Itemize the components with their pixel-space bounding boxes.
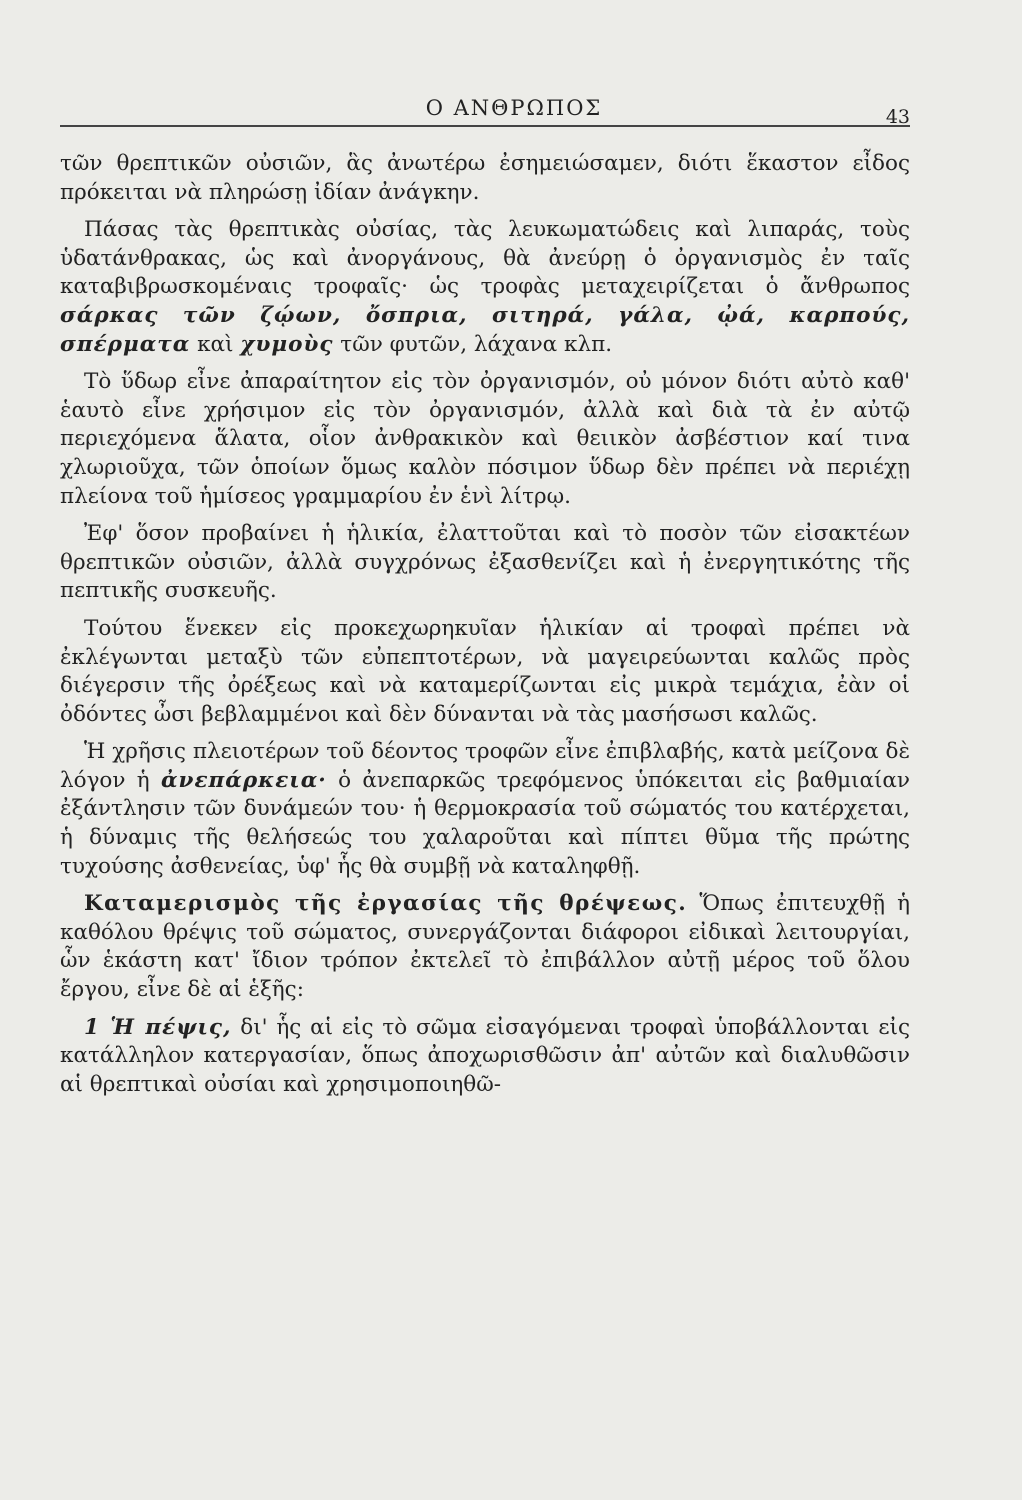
emphasis-insufficiency: ἀνεπάρκεια· [161, 767, 327, 793]
paragraph-elderly-food: Τούτου ἕνεκεν εἰς προκεχωρηκυῖαν ἡλικίαν αἱ τροφαὶ πρέπει νὰ ἐκλέγωνται μεταξὺ τῶν εὐπεπτοτέρων, νὰ μαγειρεύωνται καλῶς πρὸς διέγερσιν τῆς ὀρέξεως καὶ νὰ καταμερίζωνται εἰς μικρὰ τεμάχια, ἐὰν οἱ ὀδόντες ὦσι βεβλαμμένοι καὶ δὲν δύνανται νὰ τὰς μασήσωσι καλῶς. [60, 615, 910, 727]
section-heading: Καταμερισμὸς τῆς ἐργασίας τῆς θρέψεως. [84, 891, 688, 917]
text-run: Πάσας τὰς θρεπτικὰς οὐσίας, τὰς λευκωματώδεις καὶ λιπαράς, τοὺς ὑδατάνθρακας, ὡς καὶ ἀνοργάνους, θὰ ἀνεύρῃ ὁ ὀργανισμὸς ἐν ταῖς καταβιβρωσκομέναις τροφαῖς· ὡς τροφὰς μεταχειρίζεται ὁ ἄνθρωπος [60, 217, 910, 300]
emphasis-digestion: 1 Ἡ πέψις, [84, 1014, 232, 1040]
text-run: Ὅπως ἐπιτευχθῇ ἡ καθόλου θρέψις τοῦ σώματος, συνεργάζονται διάφοροι εἰδικαὶ λειτουργίαι, ὧν ἑκάστη κατ' ἴδιον τρόπον ἐκτελεῖ τὸ ἐπιβάλλον αὐτῇ μέρος τοῦ ὅλου ἔργου, εἶνε δὲ αἱ ἑξῆς: [60, 891, 910, 1003]
paragraph-continuation: τῶν θρεπτικῶν οὐσιῶν, ἃς ἀνωτέρω ἐσημειώσαμεν, διότι ἕκαστον εἶδος πρόκειται νὰ πληρώσῃ ἰδίαν ἀνάγκην. [60, 151, 910, 205]
text-run: τῶν φυτῶν, λάχανα κλπ. [333, 331, 613, 357]
text-run: ὁ ἀνεπαρκῶς τρεφόμενος ὑπόκειται εἰς βαθμιαίαν ἐξάντλησιν τῶν δυνάμεών του· ἡ θερμοκρασία τοῦ σώματός του κατέρχεται, ἡ δύναμις τῆς θελήσεώς του χαλαροῦται καὶ πίπτει θῦμα τῆς πρώτης τυχούσης ἀσθενείας, ὑφ' ἧς θὰ συμβῇ νὰ καταληφθῇ. [60, 767, 911, 879]
paragraph-digestion [60, 1014, 910, 1100]
paragraph-water: Τὸ ὕδωρ εἶνε ἀπαραίτητον εἰς τὸν ὀργανισμόν, οὐ μόνον διότι αὐτὸ καθ' ἑαυτὸ εἶνε χρήσιμον εἰς τὸν ὀργανισμόν, ἀλλὰ καὶ διὰ τὰ ἐν αὐτῷ περιεχόμενα ἅλατα, οἷον ἀνθρακικὸν καὶ θειικὸν ἀσβέστιον καί τινα χλωριοῦχα, τῶν ὁποίων ὅμως καλὸν πόσιμον ὕδωρ δὲν πρέπει νὰ περιέχῃ πλείονα τοῦ ἡμίσεος γραμμαρίου ἐν ἑνὶ λίτρῳ. [60, 369, 910, 509]
emphasis-foods: σάρκας τῶν ζῴων, ὄσπρια, σιτηρά, γάλα, ᾠά, καρπούς, σπέρματα [60, 302, 910, 357]
paragraph-nutrients [60, 216, 910, 359]
header-rule [60, 125, 910, 127]
text-run: δι' ἧς αἱ εἰς τὸ σῶμα εἰσαγόμεναι τροφαὶ ὑποβάλλονται εἰς κατάλληλον κατεργασίαν, ὅπως ἀποχωρισθῶσιν ἀπ' αὐτῶν καὶ διαλυθῶσιν αἱ θρεπτικαὶ οὐσίαι καὶ χρησιμοποιηθῶ- [60, 1014, 910, 1097]
paragraph-insufficiency [60, 738, 910, 881]
text-run: καὶ [190, 331, 241, 357]
text-run: Ἡ χρῆσις πλειοτέρων τοῦ δέοντος τροφῶν εἶνε ἐπιβλαβής, κατὰ μείζονα δὲ λόγον ἡ [60, 739, 910, 793]
page-body [60, 150, 910, 1099]
page-number: 43 [885, 106, 910, 128]
paragraph-division-of-labor [60, 890, 910, 1004]
running-title: Ο ΑΝΘΡΩΠΟΣ [360, 96, 668, 120]
emphasis-juices: χυμοὺς [240, 331, 334, 357]
paragraph-age: Ἐφ' ὅσον προβαίνει ἡ ἡλικία, ἐλαττοῦται καὶ τὸ ποσὸν τῶν εἰσακτέων θρεπτικῶν οὐσιῶν, ἀλλὰ συγχρόνως ἐξασθενίζει καὶ ἡ ἐνεργητικότης τῆς πεπτικῆς συσκευῆς. [60, 521, 910, 604]
running-header [60, 92, 910, 132]
